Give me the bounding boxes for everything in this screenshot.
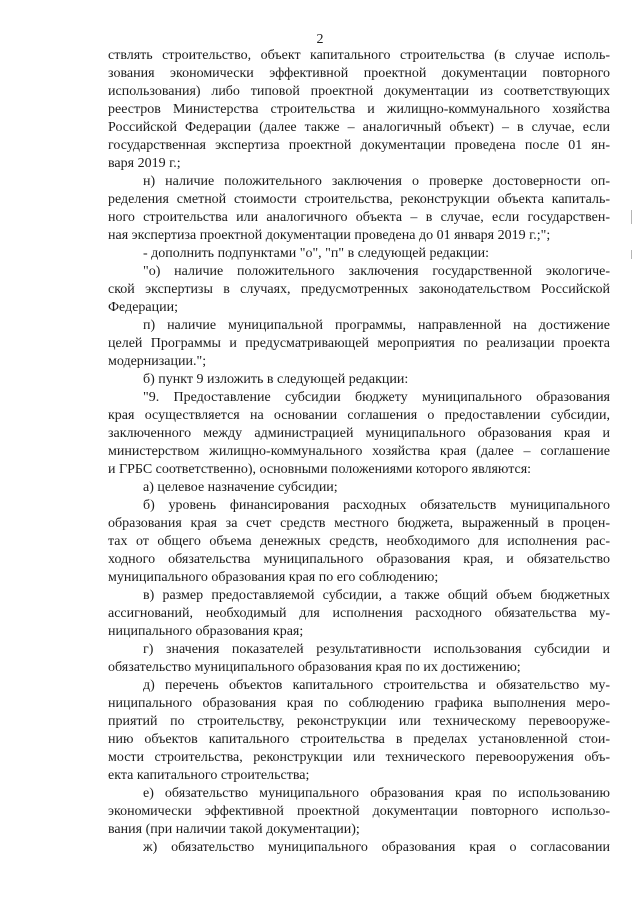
text-line: ж) обязательство муниципального образования края о согласовании xyxy=(143,840,610,855)
text-line: "о) наличие положительного заключения государственной экологиче- xyxy=(143,264,610,279)
text-line: обязательство муниципального образования края по их достижению; xyxy=(108,660,521,675)
text-line: "9. Предоставление субсидии бюджету муниципального образования xyxy=(143,390,610,405)
page-number: 2 xyxy=(316,32,324,47)
text-line: экономически эффективной проектной документации повторного использо- xyxy=(108,804,610,819)
text-line: ассигнований, необходимый для исполнения расходного обязательства му- xyxy=(108,606,610,621)
text-line: приятий по строительству, реконструкции или техническому перевооруже- xyxy=(108,714,610,729)
text-line: края осуществляется на основании соглашения о предоставлении субсидии, xyxy=(108,408,610,423)
text-line: вания (при наличии такой документации); xyxy=(108,822,360,837)
text-line: государственная экспертиза проектной документации проведена после 01 ян- xyxy=(108,138,610,153)
text-line: е) обязательство муниципального образования края по использованию xyxy=(143,786,610,801)
text-line: в) размер предоставляемой субсидии, а также общий объем бюджетных xyxy=(143,588,610,603)
text-line: п) наличие муниципальной программы, направленной на достижение xyxy=(143,318,610,333)
scan-edge-mark xyxy=(631,250,632,259)
text-line: екта капитального строительства; xyxy=(108,768,310,783)
text-line: - дополнить подпунктами "о", "п" в следующей редакции: xyxy=(143,246,490,261)
text-line: б) пункт 9 изложить в следующей редакции: xyxy=(143,372,409,387)
text-line: тах от общего объема денежных средств, необходимого для исполнения рас- xyxy=(108,534,610,549)
text-line: Российской Федерации (далее также – аналогичный объект) – в случае, если xyxy=(108,120,610,135)
text-line: целей Программы и предусматривающей мероприятия по реализации проекта xyxy=(108,336,610,351)
text-line: ределения сметной стоимости строительства, реконструкции объекта капиталь- xyxy=(108,192,610,207)
text-line: ствлять строительство, объект капитального строительства (в случае исполь- xyxy=(108,48,610,63)
text-line: министерством жилищно-коммунального хозяйства края (далее – соглашение xyxy=(108,444,610,459)
text-line: ная экспертиза проектной документации проведена до 01 января 2019 г.;"; xyxy=(108,228,551,243)
text-line: зования экономически эффективной проектной документации повторного xyxy=(108,66,610,81)
text-line: ходного обязательства муниципального образования края, и обязательство xyxy=(108,552,610,567)
text-line: образования края за счет средств местного бюджета, выраженный в процен- xyxy=(108,516,610,531)
text-line: заключенного между администрацией муниципального образования края и xyxy=(108,426,610,441)
text-line: ниципального образования края; xyxy=(108,624,304,639)
text-line: модернизации."; xyxy=(108,354,207,369)
text-line: Федерации; xyxy=(108,300,179,315)
text-line: и ГРБС соответственно), основными положениями которого являются: xyxy=(108,462,532,477)
text-line: ской экспертизы в случаях, предусмотренных законодательством Российской xyxy=(108,282,610,297)
text-line: н) наличие положительного заключения о проверке достоверности оп- xyxy=(143,174,610,189)
scan-edge-mark xyxy=(631,210,632,224)
text-line: варя 2019 г.; xyxy=(108,156,181,171)
text-line: реестров Министерства строительства и жилищно-коммунального хозяйства xyxy=(108,102,610,117)
text-line: муниципального образования края по его соблюдению; xyxy=(108,570,439,585)
text-line: г) значения показателей результативности использования субсидии и xyxy=(143,642,610,657)
text-line: ниципального образования края по соблюдению графика выполнения меро- xyxy=(108,696,610,711)
text-line: а) целевое назначение субсидии; xyxy=(143,480,338,495)
text-line: б) уровень финансирования расходных обязательств муниципального xyxy=(143,498,610,513)
text-line: ного строительства или аналогичного объекта – в случае, если государствен- xyxy=(108,210,610,225)
text-line: нию объектов капитального строительства в пределах установленной стои- xyxy=(108,732,610,747)
text-line: использования) либо типовой проектной документации из соответствующих xyxy=(108,84,610,99)
text-line: д) перечень объектов капитального строительства и обязательство му- xyxy=(143,678,610,693)
text-line: мости строительства, реконструкции или технического перевооружения объ- xyxy=(108,750,610,765)
